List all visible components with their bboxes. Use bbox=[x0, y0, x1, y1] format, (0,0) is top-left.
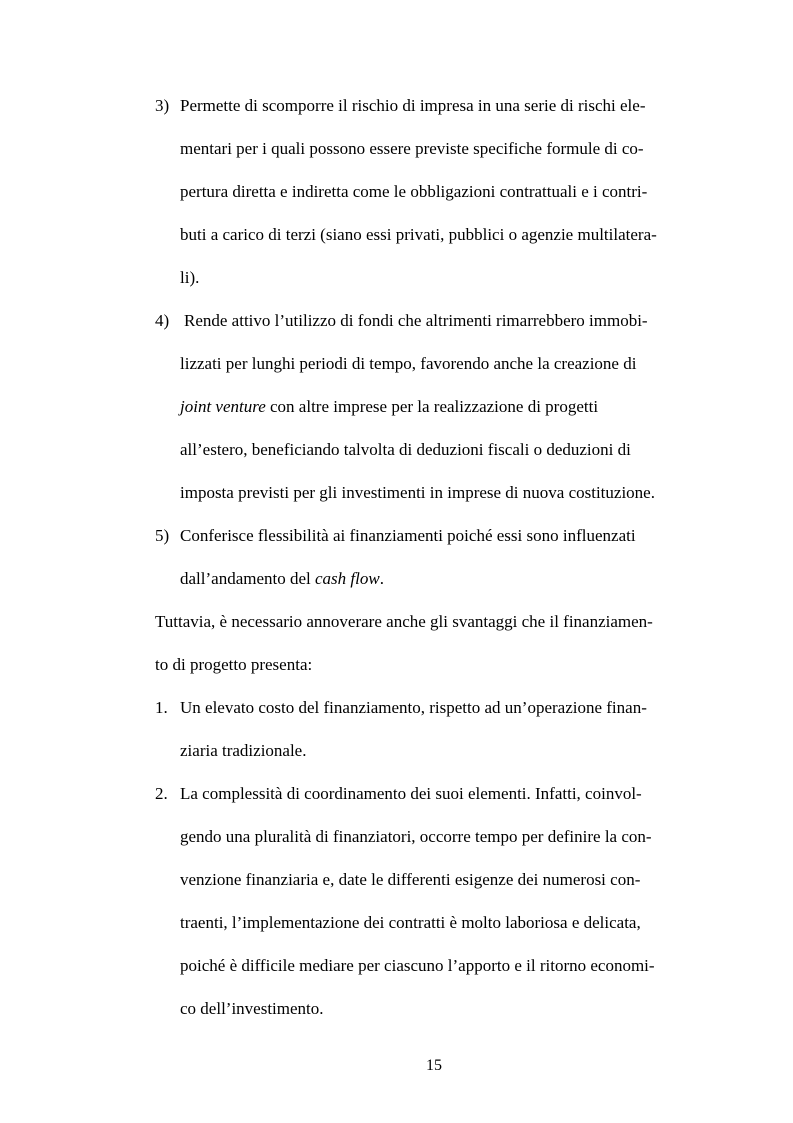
list-item-line: all’estero, beneficiando talvolta di deduzioni fiscali o deduzioni di bbox=[180, 440, 631, 459]
list-item-line: Un elevato costo del finanziamento, rispetto ad un’operazione finan- bbox=[180, 698, 647, 717]
list-item-number: 5) bbox=[155, 526, 170, 545]
line-text: con altre imprese per la realizzazione di progetti bbox=[265, 397, 599, 416]
list-item-line: ziaria tradizionale. bbox=[180, 741, 307, 760]
list-item-line: venzione finanziaria e, date le differenti esigenze dei numerosi con- bbox=[180, 870, 641, 889]
list-item-number: 3) bbox=[155, 96, 170, 115]
list-item-line: imposta previsti per gli investimenti in imprese di nuova costituzione. bbox=[180, 483, 655, 502]
list-item-line: gendo una pluralità di finanziatori, occorre tempo per definire la con- bbox=[180, 827, 652, 846]
page-number: 15 bbox=[426, 1057, 442, 1074]
list-item-line: lizzati per lunghi periodi di tempo, favorendo anche la creazione di bbox=[180, 354, 637, 373]
list-item-line: mentari per i quali possono essere previste specifiche formule di co- bbox=[180, 139, 644, 158]
list-item-number: 4) bbox=[155, 311, 170, 330]
list-item-line: poiché è difficile mediare per ciascuno l’apporto e il ritorno economi- bbox=[180, 956, 655, 975]
list-item-line: traenti, l’implementazione dei contratti è molto laboriosa e delicata, bbox=[180, 913, 641, 932]
list-item-line: buti a carico di terzi (siano essi privati, pubblici o agenzie multilatera- bbox=[180, 225, 657, 244]
line-text: dall’andamento del bbox=[180, 569, 316, 588]
list-item-line: co dell’investimento. bbox=[180, 999, 324, 1018]
line-text: . bbox=[379, 569, 384, 588]
list-item-line: Permette di scomporre il rischio di impresa in una serie di rischi ele- bbox=[180, 96, 646, 115]
list-item-line: Rende attivo l’utilizzo di fondi che altrimenti rimarrebbero immobi- bbox=[184, 311, 648, 330]
list-item-line bbox=[180, 397, 598, 417]
list-item-line bbox=[180, 569, 384, 589]
list-item-number: 1. bbox=[155, 698, 168, 717]
italic-term: joint venture bbox=[180, 397, 266, 416]
italic-term: cash flow bbox=[315, 569, 380, 588]
list-item-number: 2. bbox=[155, 784, 168, 803]
list-item-line: li). bbox=[180, 268, 200, 287]
list-item-line: Conferisce flessibilità ai finanziamenti poiché essi sono influenzati bbox=[180, 526, 636, 545]
paragraph-line: Tuttavia, è necessario annoverare anche gli svantaggi che il finanziamen- bbox=[155, 612, 653, 631]
paragraph-line: to di progetto presenta: bbox=[155, 655, 313, 674]
list-item-line: La complessità di coordinamento dei suoi elementi. Infatti, coinvol- bbox=[180, 784, 642, 803]
list-item-line: pertura diretta e indiretta come le obbligazioni contrattuali e i contri- bbox=[180, 182, 648, 201]
